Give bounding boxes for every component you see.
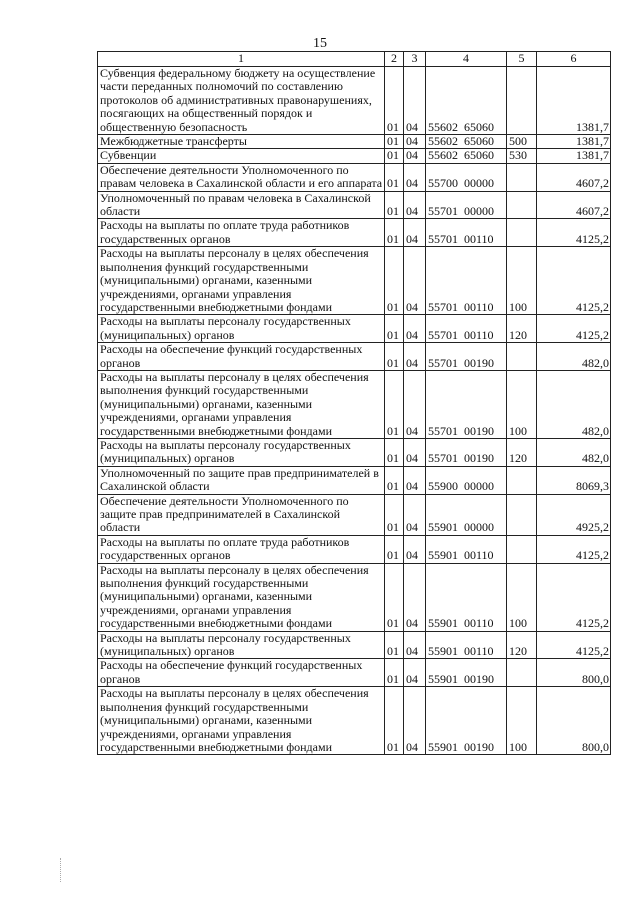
section-code: 01 <box>385 659 404 687</box>
subsection-code: 04 <box>404 535 426 563</box>
row-description: Межбюджетные трансферты <box>98 135 385 149</box>
row-description: Расходы на обеспечение функций государственных органов <box>98 343 385 371</box>
table-row <box>98 219 611 247</box>
table-row <box>98 494 611 535</box>
amount: 1381,7 <box>537 67 611 135</box>
section-code: 01 <box>385 191 404 219</box>
expense-type-code <box>507 343 537 371</box>
row-description: Уполномоченный по защите прав предпринимателей в Сахалинской области <box>98 466 385 494</box>
target-article-code: 55701 00110 <box>426 247 507 315</box>
amount: 1381,7 <box>537 135 611 149</box>
section-code: 01 <box>385 163 404 191</box>
target-article-code: 55901 00110 <box>426 535 507 563</box>
row-description: Субвенции <box>98 149 385 163</box>
section-code: 01 <box>385 563 404 631</box>
amount: 4125,2 <box>537 247 611 315</box>
expense-type-code: 100 <box>507 370 537 438</box>
subsection-code: 04 <box>404 163 426 191</box>
amount: 4125,2 <box>537 315 611 343</box>
target-article-code: 55701 00000 <box>426 191 507 219</box>
expense-type-code <box>507 163 537 191</box>
target-article-code: 55901 00000 <box>426 494 507 535</box>
row-description: Расходы на выплаты по оплате труда работников государственных органов <box>98 219 385 247</box>
table-row <box>98 315 611 343</box>
row-description: Обеспечение деятельности Уполномоченного по правам человека в Сахалинской области и его аппарата <box>98 163 385 191</box>
amount: 482,0 <box>537 438 611 466</box>
subsection-code: 04 <box>404 191 426 219</box>
page-number: 15 <box>313 36 327 51</box>
subsection-code: 04 <box>404 247 426 315</box>
table-row <box>98 191 611 219</box>
row-description: Расходы на выплаты персоналу государственных (муниципальных) органов <box>98 631 385 659</box>
row-description: Уполномоченный по правам человека в Сахалинской области <box>98 191 385 219</box>
budget-table <box>97 51 611 755</box>
target-article-code: 55901 00190 <box>426 659 507 687</box>
row-description: Расходы на выплаты персоналу в целях обеспечения выполнения функций государственными (муниципальными) органами, казенными учреждениями, органами управления государственными внебюджетными фондами <box>98 687 385 755</box>
row-description: Расходы на обеспечение функций государственных органов <box>98 659 385 687</box>
section-code: 01 <box>385 67 404 135</box>
target-article-code: 55901 00110 <box>426 631 507 659</box>
row-description: Расходы на выплаты персоналу в целях обеспечения выполнения функций государственными (муниципальными) органами, казенными учреждениями, органами управления государственными внебюджетными фондами <box>98 563 385 631</box>
target-article-code: 55701 00110 <box>426 219 507 247</box>
expense-type-code <box>507 191 537 219</box>
subsection-code: 04 <box>404 563 426 631</box>
section-code: 01 <box>385 343 404 371</box>
row-description: Расходы на выплаты персоналу государственных (муниципальных) органов <box>98 438 385 466</box>
target-article-code: 55602 65060 <box>426 135 507 149</box>
scan-artifact <box>60 858 67 882</box>
target-article-code: 55701 00110 <box>426 315 507 343</box>
target-article-code: 55701 00190 <box>426 370 507 438</box>
subsection-code: 04 <box>404 219 426 247</box>
subsection-code: 04 <box>404 135 426 149</box>
target-article-code: 55901 00190 <box>426 687 507 755</box>
expense-type-code <box>507 219 537 247</box>
row-description: Расходы на выплаты персоналу государственных (муниципальных) органов <box>98 315 385 343</box>
subsection-code: 04 <box>404 466 426 494</box>
expense-type-code: 100 <box>507 247 537 315</box>
row-description: Расходы на выплаты персоналу в целях обеспечения выполнения функций государственными (муниципальными) органами, казенными учреждениями, органами управления государственными внебюджетными фондами <box>98 247 385 315</box>
table-row <box>98 149 611 163</box>
amount: 800,0 <box>537 659 611 687</box>
amount: 4125,2 <box>537 535 611 563</box>
amount: 482,0 <box>537 370 611 438</box>
subsection-code: 04 <box>404 370 426 438</box>
table-row <box>98 687 611 755</box>
section-code: 01 <box>385 315 404 343</box>
section-code: 01 <box>385 466 404 494</box>
table-header-row <box>98 52 611 67</box>
expense-type-code <box>507 67 537 135</box>
expense-type-code: 120 <box>507 631 537 659</box>
target-article-code: 55900 00000 <box>426 466 507 494</box>
table-row <box>98 135 611 149</box>
amount: 8069,3 <box>537 466 611 494</box>
table-row <box>98 631 611 659</box>
expense-type-code: 530 <box>507 149 537 163</box>
table-row <box>98 163 611 191</box>
section-code: 01 <box>385 494 404 535</box>
expense-type-code <box>507 494 537 535</box>
row-description: Расходы на выплаты по оплате труда работников государственных органов <box>98 535 385 563</box>
expense-type-code <box>507 466 537 494</box>
section-code: 01 <box>385 535 404 563</box>
subsection-code: 04 <box>404 343 426 371</box>
subsection-code: 04 <box>404 631 426 659</box>
row-description: Субвенция федеральному бюджету на осуществление части переданных полномочий по составлению протоколов об административных правонарушениях, посягающих на общественный порядок и общественную безопасность <box>98 67 385 135</box>
column-header: 2 <box>385 52 404 67</box>
table-row <box>98 466 611 494</box>
table-row <box>98 438 611 466</box>
expense-type-code: 100 <box>507 563 537 631</box>
table-row <box>98 370 611 438</box>
subsection-code: 04 <box>404 659 426 687</box>
expense-type-code: 100 <box>507 687 537 755</box>
subsection-code: 04 <box>404 687 426 755</box>
amount: 1381,7 <box>537 149 611 163</box>
section-code: 01 <box>385 631 404 659</box>
table-row <box>98 343 611 371</box>
amount: 482,0 <box>537 343 611 371</box>
expense-type-code: 120 <box>507 438 537 466</box>
column-header: 6 <box>537 52 611 67</box>
amount: 800,0 <box>537 687 611 755</box>
subsection-code: 04 <box>404 149 426 163</box>
table-row <box>98 535 611 563</box>
section-code: 01 <box>385 149 404 163</box>
target-article-code: 55602 65060 <box>426 149 507 163</box>
amount: 4125,2 <box>537 219 611 247</box>
row-description: Обеспечение деятельности Уполномоченного по защите прав предпринимателей в Сахалинской области <box>98 494 385 535</box>
table-row <box>98 247 611 315</box>
table-row <box>98 563 611 631</box>
expense-type-code: 120 <box>507 315 537 343</box>
row-description: Расходы на выплаты персоналу в целях обеспечения выполнения функций государственными (муниципальными) органами, казенными учреждениями, органами управления государственными внебюджетными фондами <box>98 370 385 438</box>
section-code: 01 <box>385 247 404 315</box>
amount: 4607,2 <box>537 163 611 191</box>
table-row <box>98 659 611 687</box>
amount: 4925,2 <box>537 494 611 535</box>
section-code: 01 <box>385 687 404 755</box>
subsection-code: 04 <box>404 67 426 135</box>
subsection-code: 04 <box>404 438 426 466</box>
section-code: 01 <box>385 135 404 149</box>
section-code: 01 <box>385 219 404 247</box>
target-article-code: 55700 00000 <box>426 163 507 191</box>
subsection-code: 04 <box>404 315 426 343</box>
column-header: 5 <box>507 52 537 67</box>
expense-type-code: 500 <box>507 135 537 149</box>
column-header: 3 <box>404 52 426 67</box>
target-article-code: 55602 65060 <box>426 67 507 135</box>
target-article-code: 55901 00110 <box>426 563 507 631</box>
table-row <box>98 67 611 135</box>
column-header: 4 <box>426 52 507 67</box>
table-body <box>98 67 611 755</box>
subsection-code: 04 <box>404 494 426 535</box>
target-article-code: 55701 00190 <box>426 343 507 371</box>
section-code: 01 <box>385 438 404 466</box>
target-article-code: 55701 00190 <box>426 438 507 466</box>
expense-type-code <box>507 659 537 687</box>
amount: 4125,2 <box>537 563 611 631</box>
amount: 4125,2 <box>537 631 611 659</box>
column-header: 1 <box>98 52 385 67</box>
amount: 4607,2 <box>537 191 611 219</box>
section-code: 01 <box>385 370 404 438</box>
expense-type-code <box>507 535 537 563</box>
